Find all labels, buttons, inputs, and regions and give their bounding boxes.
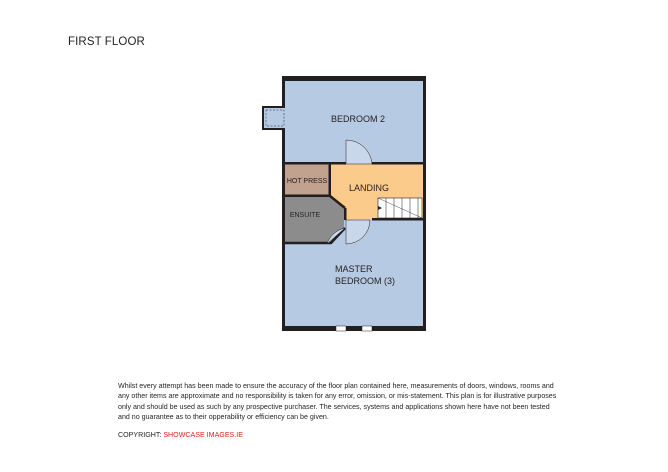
disclaimer-text: Whilst every attempt has been made to ensure the accuracy of the floor plan contained here, measurements of doors, windows, rooms and any other items are approximate and no responsibility is taken for any error, omission, or mis-statement. This plan is for illustrative purposes only and should be used as such by any prospective purchaser. The services, systems and applications shown here have not been tested and no guarantee as to their opperability or efficiency can be given. <box>118 382 557 422</box>
label-master-2: BEDROOM (3) <box>335 276 396 286</box>
label-ensuite: ENSUITE <box>289 212 321 219</box>
label-landing: LANDING <box>348 183 390 193</box>
copyright-brand: SHOWCASE IMAGES.IE <box>163 431 243 439</box>
label-hot-press: HOT PRESS <box>286 178 328 185</box>
label-master-1: MASTER <box>335 264 373 274</box>
floor-title: FIRST FLOOR <box>68 36 145 48</box>
window-right <box>362 326 372 331</box>
chimney-bay <box>264 108 286 128</box>
window-left <box>336 326 346 331</box>
copyright-label: COPYRIGHT: <box>118 431 164 439</box>
label-bedroom-2: BEDROOM 2 <box>330 114 386 124</box>
stairs <box>378 198 422 218</box>
copyright-line <box>118 431 243 439</box>
